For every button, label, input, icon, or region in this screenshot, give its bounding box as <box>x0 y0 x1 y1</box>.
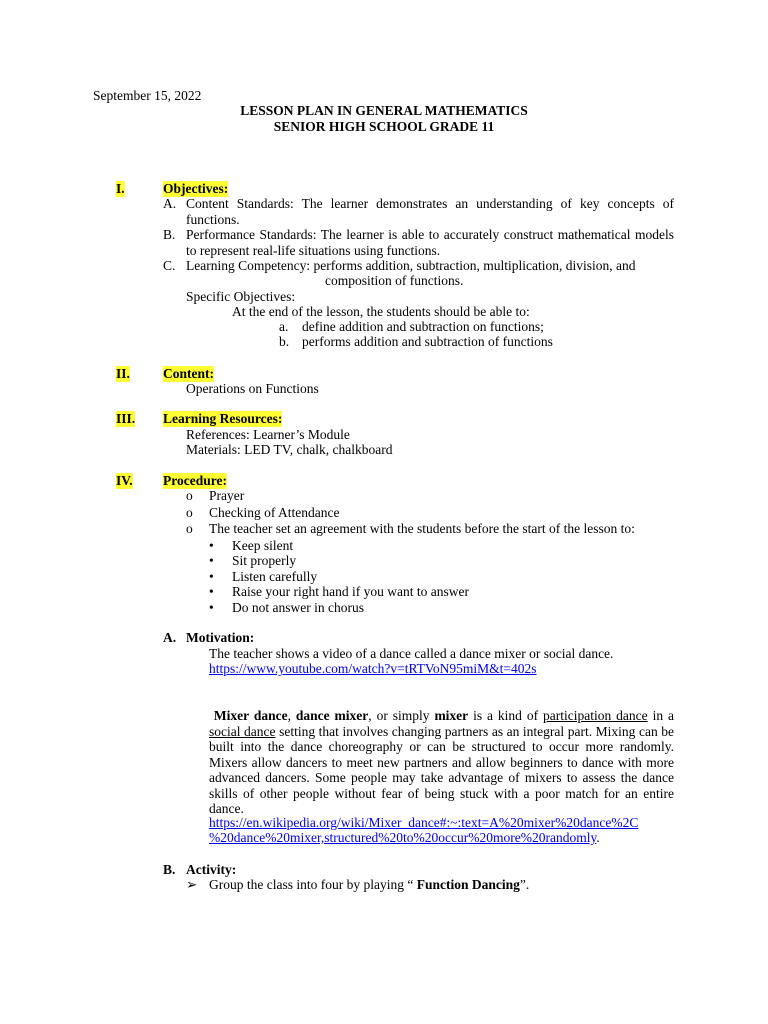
social-dance-link[interactable]: social dance <box>209 723 276 739</box>
bullet-icon: • <box>209 538 214 553</box>
section-numeral-content: II. <box>116 366 130 381</box>
circle-bullet-icon: o <box>186 505 193 520</box>
activity-letter: B. <box>163 862 176 877</box>
lesson-date: September 15, 2022 <box>93 88 202 103</box>
specific-b-letter: b. <box>279 334 290 349</box>
motivation-heading: Motivation: <box>186 630 255 645</box>
paragraph-text: , or simply <box>368 708 435 723</box>
procedure-step: Checking of Attendance <box>209 505 340 520</box>
paragraph-text: is a kind of <box>468 708 544 723</box>
specific-a-text: define addition and subtraction on functions; <box>302 319 544 334</box>
section-numeral-resources: III. <box>116 411 136 426</box>
activity-text <box>209 877 529 893</box>
section-heading-content: Content: <box>163 366 214 381</box>
agreement-rule: Raise your right hand if you want to answer <box>232 584 469 599</box>
term-mixer-dance: Mixer dance <box>213 708 288 723</box>
document-subtitle: SENIOR HIGH SCHOOL GRADE 11 <box>273 119 495 134</box>
motivation-text: The teacher shows a video of a dance called a dance mixer or social dance. <box>209 646 614 661</box>
wikipedia-link-line2-wrapper <box>209 830 600 846</box>
paragraph-text: , <box>287 708 296 723</box>
procedure-step: The teacher set an agreement with the students before the start of the lesson to: <box>209 521 635 536</box>
youtube-link[interactable]: https://www.youtube.com/watch?v=tRTVoN95miM&t=402s <box>209 661 537 676</box>
agreement-rule: Sit properly <box>232 553 297 568</box>
procedure-step: Prayer <box>209 488 245 503</box>
section-heading-resources: Learning Resources: <box>163 411 283 426</box>
paragraph-text: in a <box>647 708 674 723</box>
content-text: Operations on Functions <box>186 381 319 396</box>
specific-objectives-label: Specific Objectives: <box>186 289 296 304</box>
activity-heading: Activity: <box>186 862 237 877</box>
circle-bullet-icon: o <box>186 521 193 536</box>
section-heading-objectives: Objectives: <box>163 181 229 196</box>
objective-a-text: Content Standards: The learner demonstrates an understanding of key concepts of functions. <box>186 196 674 227</box>
resources-references: References: Learner’s Module <box>186 427 350 442</box>
objective-b-letter: B. <box>163 227 176 242</box>
objective-c-letter: C. <box>163 258 176 273</box>
mixer-dance-paragraph <box>209 708 674 817</box>
agreement-rule: Listen carefully <box>232 569 318 584</box>
term-mixer: mixer <box>434 708 469 723</box>
agreement-rule: Do not answer in chorus <box>232 600 364 615</box>
specific-objectives-intro: At the end of the lesson, the students should be able to: <box>232 304 530 319</box>
document-title: LESSON PLAN IN GENERAL MATHEMATICS <box>240 103 528 118</box>
objective-b-text: Performance Standards: The learner is able to accurately construct mathematical models to represent real-life situations using functions. <box>186 227 674 258</box>
section-numeral-procedure: IV. <box>116 473 133 488</box>
motivation-letter: A. <box>163 630 177 645</box>
participation-dance-link[interactable]: participation dance <box>543 708 648 723</box>
bullet-icon: • <box>209 569 214 584</box>
bullet-icon: • <box>209 553 214 568</box>
bullet-icon: • <box>209 584 214 599</box>
circle-bullet-icon: o <box>186 488 193 503</box>
activity-text-after: ”. <box>519 877 530 892</box>
objective-a-letter: A. <box>163 196 177 211</box>
resources-materials: Materials: LED TV, chalk, chalkboard <box>186 442 393 457</box>
specific-a-letter: a. <box>279 319 289 334</box>
paragraph-text: setting that involves changing partners as an integral part. Mixing can be built into the dance choreography or can be structured to occur more randomly. Mixers allow dancers to meet new partners and allow beginners to dance with more advanced dancers. Some people may take advantage of mixers to assess the dance skills of other people without fear of being stuck with a poor match for an entire dance. <box>209 723 674 816</box>
activity-text-before: Group the class into four by playing “ <box>209 877 417 892</box>
activity-game-name: Function Dancing <box>416 877 520 892</box>
specific-b-text: performs addition and subtraction of functions <box>302 334 553 349</box>
objective-c-line1: Learning Competency: performs addition, subtraction, multiplication, division, and <box>186 258 636 273</box>
wikipedia-period: . <box>596 830 600 845</box>
section-heading-procedure: Procedure: <box>163 473 227 488</box>
wikipedia-link-line2[interactable]: %20dance%20mixer,structured%20to%20occur%20more%20randomly <box>209 830 597 845</box>
agreement-rule: Keep silent <box>232 538 294 553</box>
section-numeral-objectives: I. <box>116 181 125 196</box>
objective-c-line2: composition of functions. <box>325 273 464 288</box>
term-dance-mixer: dance mixer <box>295 708 369 723</box>
bullet-icon: • <box>209 600 214 615</box>
wikipedia-link-line1[interactable]: https://en.wikipedia.org/wiki/Mixer_dance#:~:text=A%20mixer%20dance%2C <box>209 815 639 830</box>
arrow-bullet-icon: ➢ <box>186 877 198 892</box>
